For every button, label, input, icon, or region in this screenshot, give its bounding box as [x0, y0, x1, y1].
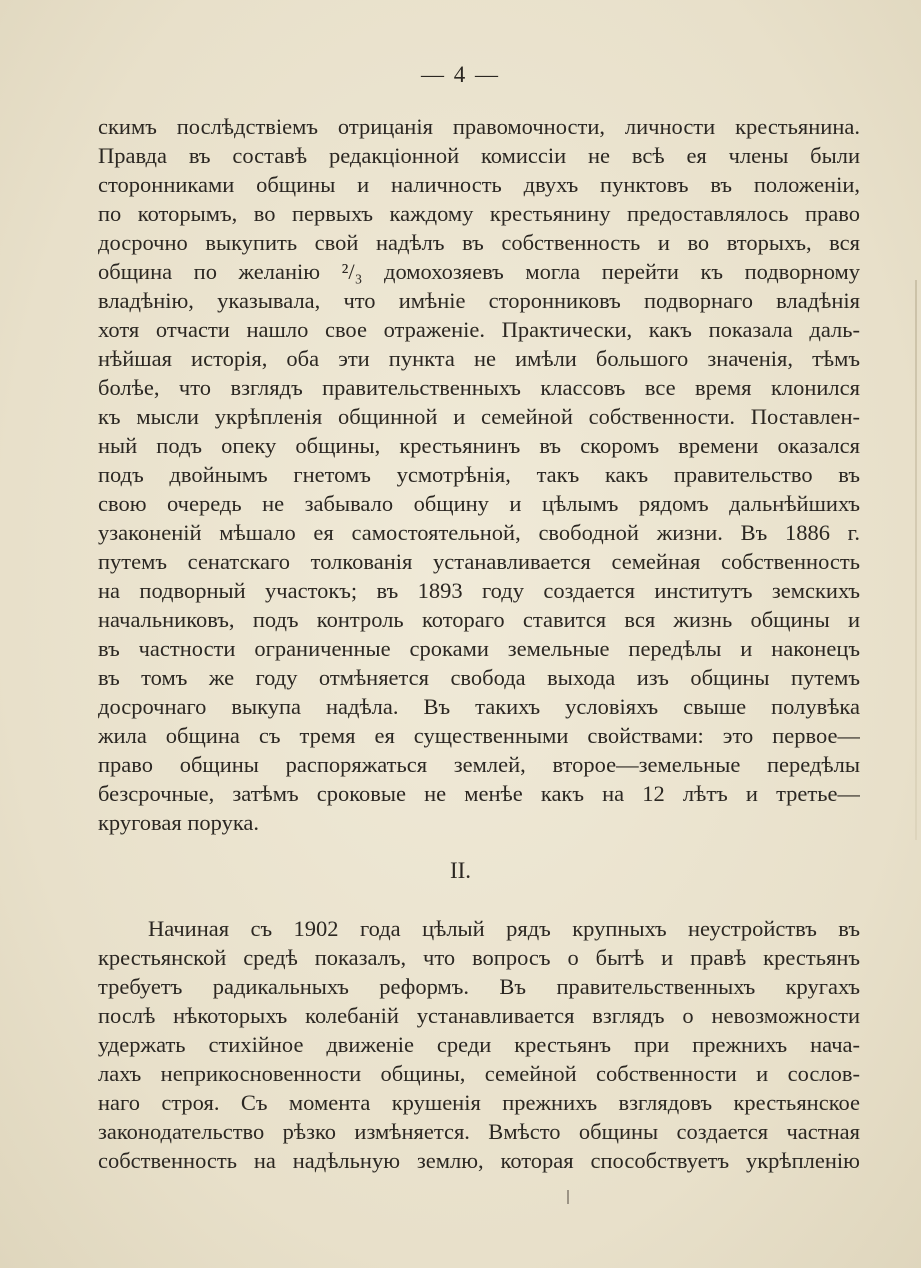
text-line: подъ двойнымъ гнетомъ усмотрѣнія, такъ какъ правительство въ — [98, 462, 860, 487]
text-line: послѣ нѣкоторыхъ колебаній устанавливается взглядъ о невозможности — [98, 1003, 860, 1028]
text-line: досрочнаго выкупа надѣла. Въ такихъ условіяхъ свыше полувѣка — [98, 694, 860, 719]
text-line: жила община съ тремя ея существенными свойствами: это первое— — [98, 723, 860, 748]
text-line: досрочно выкупить свой надѣлъ въ собственность и во вторыхъ, вся — [98, 230, 860, 255]
text-line: лахъ неприкосновенности общины, семейной собственности и сослов- — [98, 1061, 860, 1086]
text-line: собственность на надѣльную землю, которая способствуетъ укрѣпленію — [98, 1148, 860, 1173]
text-line: крестьянской средѣ показалъ, что вопросъ о бытѣ и правѣ крестьянъ — [98, 945, 860, 970]
text-line: хотя отчасти нашло свое отраженіе. Практически, какъ показала даль- — [98, 317, 860, 342]
text-line: безсрочные, затѣмъ сроковые не менѣе какъ на 12 лѣтъ и третье— — [98, 781, 860, 806]
text-line: право общины распоряжаться землей, второе—земельные передѣлы — [98, 752, 860, 777]
text-line: въ томъ же году отмѣняется свобода выхода изъ общины путемъ — [98, 665, 860, 690]
text-line: на подворный участокъ; въ 1893 году создается институтъ земскихъ — [98, 578, 860, 603]
paragraph-2 — [98, 914, 860, 1175]
text-line: къ мысли укрѣпленія общинной и семейной собственности. Поставлен- — [98, 404, 860, 429]
paragraph-1 — [98, 112, 860, 837]
text-line: сторонниками общины и наличность двухъ пунктовъ въ положеніи, — [98, 172, 860, 197]
text-line: Правда въ составѣ редакціонной комиссіи не всѣ ея члены были — [98, 143, 860, 168]
section-heading: II. — [449, 858, 472, 883]
page-edge-shadow — [915, 280, 917, 840]
text-line: узаконеній мѣшало ея самостоятельной, свободной жизни. Въ 1886 г. — [98, 520, 860, 545]
text-line: законодательство рѣзко измѣняется. Вмѣсто общины создается частная — [98, 1119, 860, 1144]
text-line: нѣйшая исторія, оба эти пункта не имѣли большого значенія, тѣмъ — [98, 346, 860, 371]
text-line: Начиная съ 1902 года цѣлый рядъ крупныхъ неустройствъ въ — [148, 916, 860, 941]
text-line: начальниковъ, подъ контроль котораго ставится вся жизнь общины и — [98, 607, 860, 632]
text-line: требуетъ радикальныхъ реформъ. Въ правительственныхъ кругахъ — [98, 974, 860, 999]
text-line: болѣе, что взглядъ правительственныхъ классовъ все время клонился — [98, 375, 860, 400]
text-line: наго строя. Съ момента крушенія прежнихъ взглядовъ крестьянское — [98, 1090, 860, 1115]
text-line: владѣнію, указывала, что имѣніе сторонниковъ подворнаго владѣнія — [98, 288, 860, 313]
text-line: скимъ послѣдствіемъ отрицанія правомочности, личности крестьянина. — [98, 114, 860, 139]
text-line: ный подъ опеку общины, крестьянинъ въ скоромъ времени оказался — [98, 433, 860, 458]
print-speck — [567, 1190, 569, 1204]
page-number: — 4 — — [421, 62, 500, 87]
text-line: путемъ сенатскаго толкованія устанавливается семейная собственность — [98, 549, 860, 574]
text-line: община по желанію ²/₃ домохозяевъ могла перейти къ подворному — [98, 259, 860, 284]
text-line: круговая порука. — [98, 810, 260, 835]
text-line: свою очередь не забывало общину и цѣлымъ рядомъ дальнѣйшихъ — [98, 491, 860, 516]
text-line: удержать стихійное движеніе среди крестьянъ при прежнихъ нача- — [98, 1032, 860, 1057]
text-line: въ частности ограниченные сроками земельные передѣлы и наконецъ — [98, 636, 860, 661]
text-line: по которымъ, во первыхъ каждому крестьянину предоставлялось право — [98, 201, 860, 226]
